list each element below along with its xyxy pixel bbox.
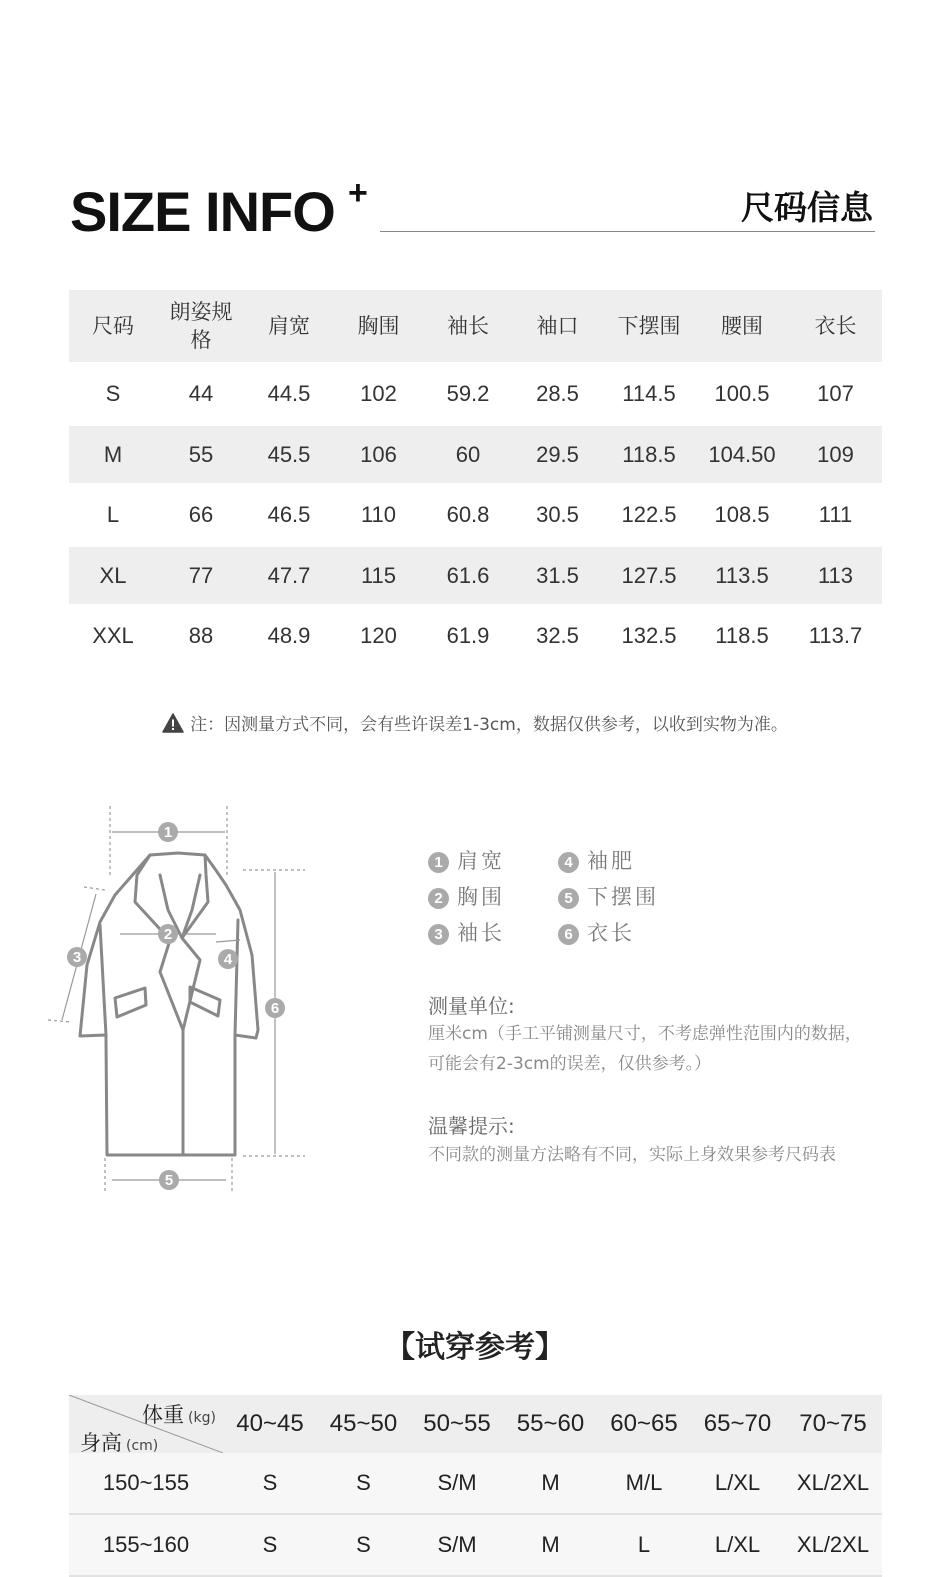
table-cell: XXL	[69, 604, 157, 668]
table-cell: 113	[789, 547, 882, 604]
legend-label: 肩宽	[457, 849, 505, 873]
weight-column-header: 65~70	[691, 1395, 784, 1453]
warning-icon	[162, 713, 184, 738]
table-cell: S	[317, 1514, 410, 1576]
fit-reference-title: 【试穿参考】	[385, 1330, 565, 1365]
marker-2	[158, 924, 178, 944]
svg-text:4: 4	[223, 951, 233, 968]
size-info-cn-title: 尺码信息	[741, 188, 873, 227]
table-cell: L	[597, 1514, 691, 1576]
measurement-note-text: 注：因测量方式不同，会有些许误差1-3cm，数据仅供参考，以收到实物为准。	[190, 715, 788, 735]
svg-text:5: 5	[164, 1172, 174, 1189]
legend-number: 4	[558, 852, 579, 873]
table-cell: XL/2XL	[784, 1514, 882, 1576]
table-cell: 113.5	[695, 547, 789, 604]
weight-column-header: 50~55	[410, 1395, 504, 1453]
size-info-title: SIZE INFO	[70, 180, 335, 243]
table-cell: M	[69, 426, 157, 483]
marker-5	[159, 1170, 179, 1190]
legend-label: 胸围	[457, 885, 505, 909]
table-cell: 66	[157, 483, 245, 547]
weight-column-header: 45~50	[317, 1395, 410, 1453]
weight-column-header: 60~65	[597, 1395, 691, 1453]
marker-6	[265, 998, 285, 1018]
unit-heading: 测量单位:	[428, 994, 515, 1018]
table-row	[69, 1453, 882, 1514]
table-cell: 110	[333, 483, 424, 547]
table-cell: L/XL	[691, 1453, 784, 1514]
legend-item-length	[558, 917, 635, 947]
coat-outline	[80, 853, 258, 1155]
table-row	[69, 483, 882, 547]
col-header-sleeve-length: 袖长	[424, 290, 512, 362]
table-cell: 28.5	[512, 362, 603, 426]
table-row	[69, 547, 882, 604]
table-cell: 88	[157, 604, 245, 668]
measurement-note	[0, 710, 950, 738]
table-cell: 60	[424, 426, 512, 483]
col-header-cuff: 袖口	[512, 290, 603, 362]
table-cell: 46.5	[245, 483, 333, 547]
col-header-shoulder: 肩宽	[245, 290, 333, 362]
table-cell: 31.5	[512, 547, 603, 604]
legend-item-sleeve-width	[558, 845, 635, 875]
table-cell: 122.5	[603, 483, 695, 547]
table-cell: 113.7	[789, 604, 882, 668]
legend-item-hem	[558, 881, 659, 911]
weight-unit: (kg)	[188, 1410, 216, 1426]
unit-text-line2: 可能会有2-3cm的误差，仅供参考。）	[428, 1054, 712, 1074]
table-cell: 55	[157, 426, 245, 483]
table-cell: S	[317, 1453, 410, 1514]
col-header-size: 尺码	[69, 290, 157, 362]
height-label: 身高 (cm)	[80, 1431, 159, 1455]
size-info-header	[70, 174, 875, 243]
table-row	[69, 1514, 882, 1576]
svg-text:1: 1	[163, 824, 173, 841]
table-cell: 30.5	[512, 483, 603, 547]
table-cell: L	[69, 483, 157, 547]
svg-text:2: 2	[163, 926, 173, 943]
svg-text:3: 3	[72, 949, 82, 966]
table-cell: M	[504, 1453, 597, 1514]
legend-number: 5	[558, 888, 579, 909]
table-cell: 118.5	[695, 604, 789, 668]
table-cell: 60.8	[424, 483, 512, 547]
table-cell: 102	[333, 362, 424, 426]
plus-mark: +	[348, 174, 368, 212]
table-cell: S	[223, 1453, 317, 1514]
table-row	[69, 604, 882, 668]
table-cell: M/L	[597, 1453, 691, 1514]
table-cell: 111	[789, 483, 882, 547]
marker-3	[67, 947, 87, 967]
tip-heading: 温馨提示:	[428, 1114, 515, 1138]
table-cell: 61.9	[424, 604, 512, 668]
height-range-cell: 150~155	[69, 1453, 223, 1514]
weight-column-header: 70~75	[784, 1395, 882, 1453]
table-cell: 47.7	[245, 547, 333, 604]
col-header-hem: 下摆围	[603, 290, 695, 362]
table-cell: XL	[69, 547, 157, 604]
table-cell: 44.5	[245, 362, 333, 426]
svg-text:6: 6	[270, 1000, 280, 1017]
height-unit: (cm)	[126, 1438, 159, 1454]
size-table	[69, 290, 882, 668]
table-cell: 109	[789, 426, 882, 483]
table-cell: L/XL	[691, 1514, 784, 1576]
header-divider	[380, 231, 875, 232]
table-cell: S	[69, 362, 157, 426]
marker-1	[158, 822, 178, 842]
table-cell: 107	[789, 362, 882, 426]
table-cell: 77	[157, 547, 245, 604]
table-cell: 120	[333, 604, 424, 668]
legend-number: 2	[428, 888, 449, 909]
fit-reference-table	[69, 1395, 882, 1577]
marker-4	[218, 949, 238, 969]
weight-label: 体重 (kg)	[142, 1403, 216, 1427]
table-cell: M	[504, 1514, 597, 1576]
table-cell: 29.5	[512, 426, 603, 483]
legend-label: 袖长	[457, 921, 505, 945]
table-cell: 48.9	[245, 604, 333, 668]
table-cell: 44	[157, 362, 245, 426]
legend-item-sleeve-length	[428, 917, 505, 947]
table-cell: 104.50	[695, 426, 789, 483]
weight-height-corner-cell	[69, 1395, 223, 1453]
weight-column-header: 40~45	[223, 1395, 317, 1453]
table-cell: 32.5	[512, 604, 603, 668]
legend-number: 6	[558, 924, 579, 945]
table-cell: 108.5	[695, 483, 789, 547]
weight-column-header: 55~60	[504, 1395, 597, 1453]
col-header-chest: 胸围	[333, 290, 424, 362]
col-header-brand-size	[157, 290, 245, 362]
table-cell: 115	[333, 547, 424, 604]
table-cell: 118.5	[603, 426, 695, 483]
brand-size-label: 朗姿规格	[169, 300, 233, 352]
col-header-waist: 腰围	[695, 290, 789, 362]
height-range-cell: 155~160	[69, 1514, 223, 1576]
table-cell: XL/2XL	[784, 1453, 882, 1514]
table-cell: 114.5	[603, 362, 695, 426]
table-cell: S/M	[410, 1514, 504, 1576]
tip-text: 不同款的测量方法略有不同，实际上身效果参考尺码表	[428, 1145, 836, 1165]
legend-item-chest	[428, 881, 505, 911]
legend-number: 1	[428, 852, 449, 873]
table-cell: 61.6	[424, 547, 512, 604]
col-header-length: 衣长	[789, 290, 882, 362]
legend-item-shoulder	[428, 845, 505, 875]
size-table-header-row	[69, 290, 882, 362]
table-row	[69, 362, 882, 426]
table-row	[69, 426, 882, 483]
table-cell: 127.5	[603, 547, 695, 604]
fit-table-header-row	[69, 1395, 882, 1453]
legend-label: 下摆围	[587, 885, 659, 909]
table-cell: S	[223, 1514, 317, 1576]
coat-measurement-diagram	[40, 790, 320, 1210]
measurement-lines	[48, 806, 305, 1194]
legend-label: 衣长	[587, 921, 635, 945]
unit-text-line1: 厘米cm（手工平铺测量尺寸，不考虑弹性范围内的数据，	[428, 1024, 862, 1044]
diagram-markers	[67, 822, 285, 1190]
table-cell: 106	[333, 426, 424, 483]
legend-label: 袖肥	[587, 849, 635, 873]
table-cell: S/M	[410, 1453, 504, 1514]
table-cell: 45.5	[245, 426, 333, 483]
table-cell: 132.5	[603, 604, 695, 668]
table-cell: 100.5	[695, 362, 789, 426]
table-cell: 59.2	[424, 362, 512, 426]
legend-number: 3	[428, 924, 449, 945]
